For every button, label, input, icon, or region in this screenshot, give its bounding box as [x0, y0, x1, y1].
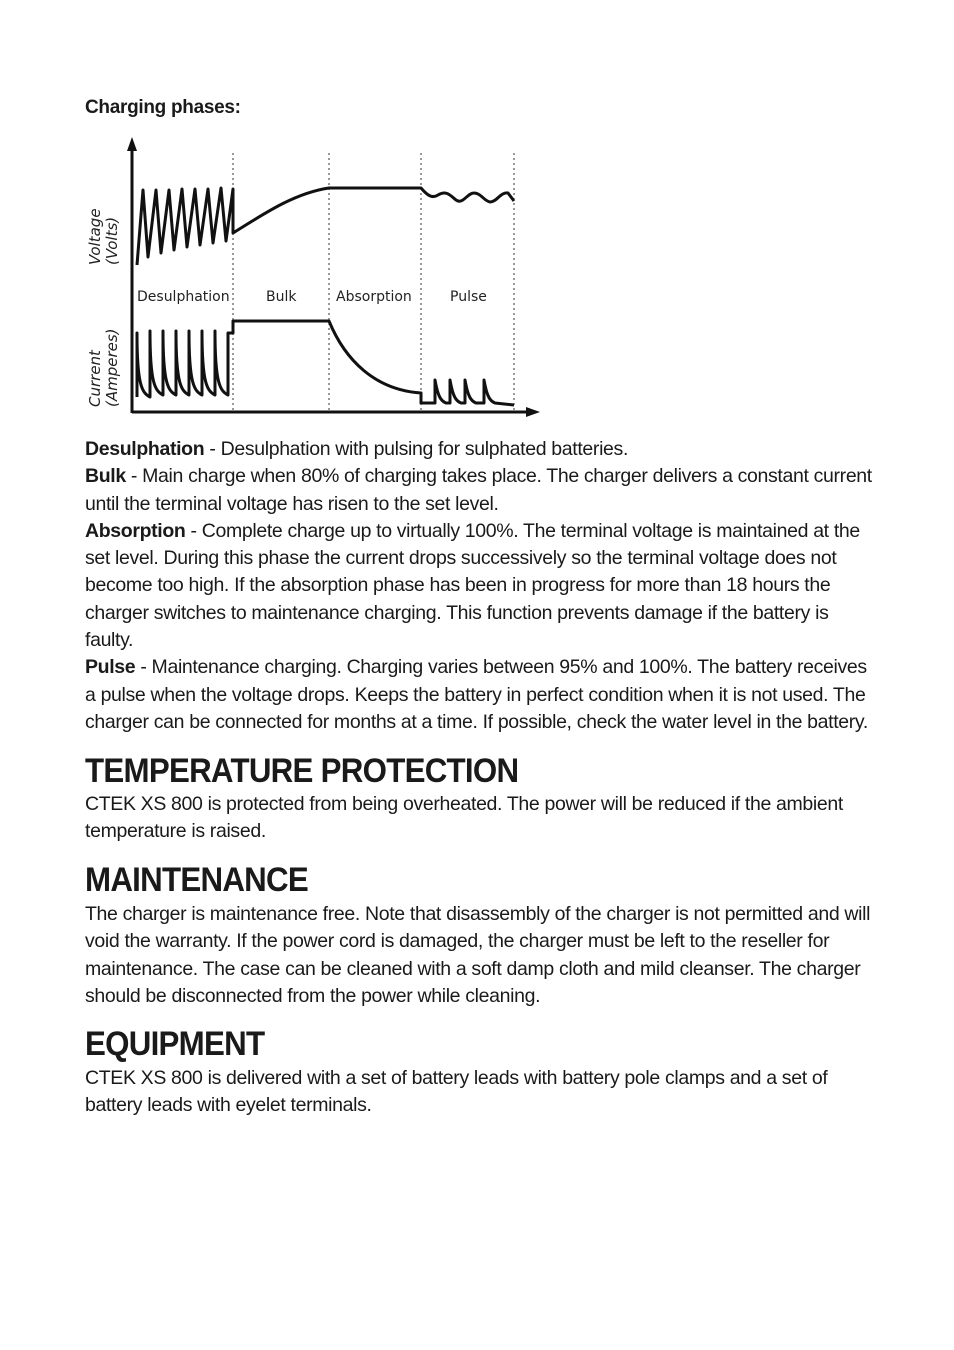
phase-text: - Main charge when 80% of charging takes place. The charger delivers a constant current until the terminal voltage has risen to the set level.	[85, 465, 872, 515]
phase-label-absorption: Absorption	[336, 289, 412, 305]
section-heading-maintenance: MAINTENANCE	[85, 861, 309, 899]
phase-text: - Desulphation with pulsing for sulphated batteries.	[204, 438, 629, 460]
section-body-temperature-protection: CTEK XS 800 is protected from being overheated. The power will be reduced if the ambient temperature is raised.	[85, 793, 843, 843]
charging-phases-label: Charging phases:	[85, 97, 241, 118]
phase-term: Pulse	[85, 656, 136, 679]
phase-description	[85, 463, 875, 518]
x-axis-arrow	[526, 407, 540, 417]
phase-term: Desulphation	[85, 438, 205, 460]
current-axis-label-line2: (Amperes)	[103, 328, 121, 407]
charging-phases-diagram	[80, 135, 550, 425]
phase-description	[85, 436, 875, 463]
voltage-axis-label-line2: (Volts)	[103, 216, 121, 265]
phase-label-pulse: Pulse	[450, 289, 487, 305]
phase-description	[85, 654, 875, 736]
phase-text: - Maintenance charging. Charging varies between 95% and 100%. The battery receives a pulse when the voltage drops. Keeps the battery in perfect condition when it is not used. The charger can be connected for months at a time. If possible, check the water level in the battery.	[85, 656, 868, 733]
voltage-curve	[137, 188, 514, 265]
section-heading-equipment: EQUIPMENT	[85, 1025, 265, 1063]
phase-term: Bulk	[85, 465, 126, 488]
section-body-equipment: CTEK XS 800 is delivered with a set of battery leads with battery pole clamps and a set of battery leads with eyelet terminals.	[85, 1067, 828, 1117]
voltage-axis-label-line1: Voltage	[86, 208, 104, 265]
phase-description	[85, 518, 875, 654]
phase-label-bulk: Bulk	[266, 289, 297, 305]
phase-label-desulphation: Desulphation	[137, 289, 230, 305]
current-axis-label	[86, 328, 121, 407]
phase-descriptions	[85, 436, 875, 736]
y-axis-arrow	[127, 137, 137, 151]
section-body-maintenance: The charger is maintenance free. Note that disassembly of the charger is not permitted and will void the warranty. If the power cord is damaged, the charger must be left to the reseller for maintenance. The case can be cleaned with a soft damp cloth and mild cleanser. The charger should be disconnected from the power while cleaning.	[85, 903, 871, 1007]
section-heading-temperature-protection: TEMPERATURE PROTECTION	[85, 752, 519, 790]
phase-term: Absorption	[85, 519, 186, 542]
phase-text: - Complete charge up to virtually 100%. The terminal voltage is maintained at the set level. During this phase the current drops successively so the terminal voltage does not become too high. If the absorption phase has been in progress for more than 18 hours the charger switches to maintenance charging. This function prevents damage if the battery is faulty.	[85, 519, 860, 652]
current-axis-label-line1: Current	[86, 350, 104, 407]
current-curve	[137, 321, 514, 405]
voltage-axis-label	[86, 208, 121, 265]
